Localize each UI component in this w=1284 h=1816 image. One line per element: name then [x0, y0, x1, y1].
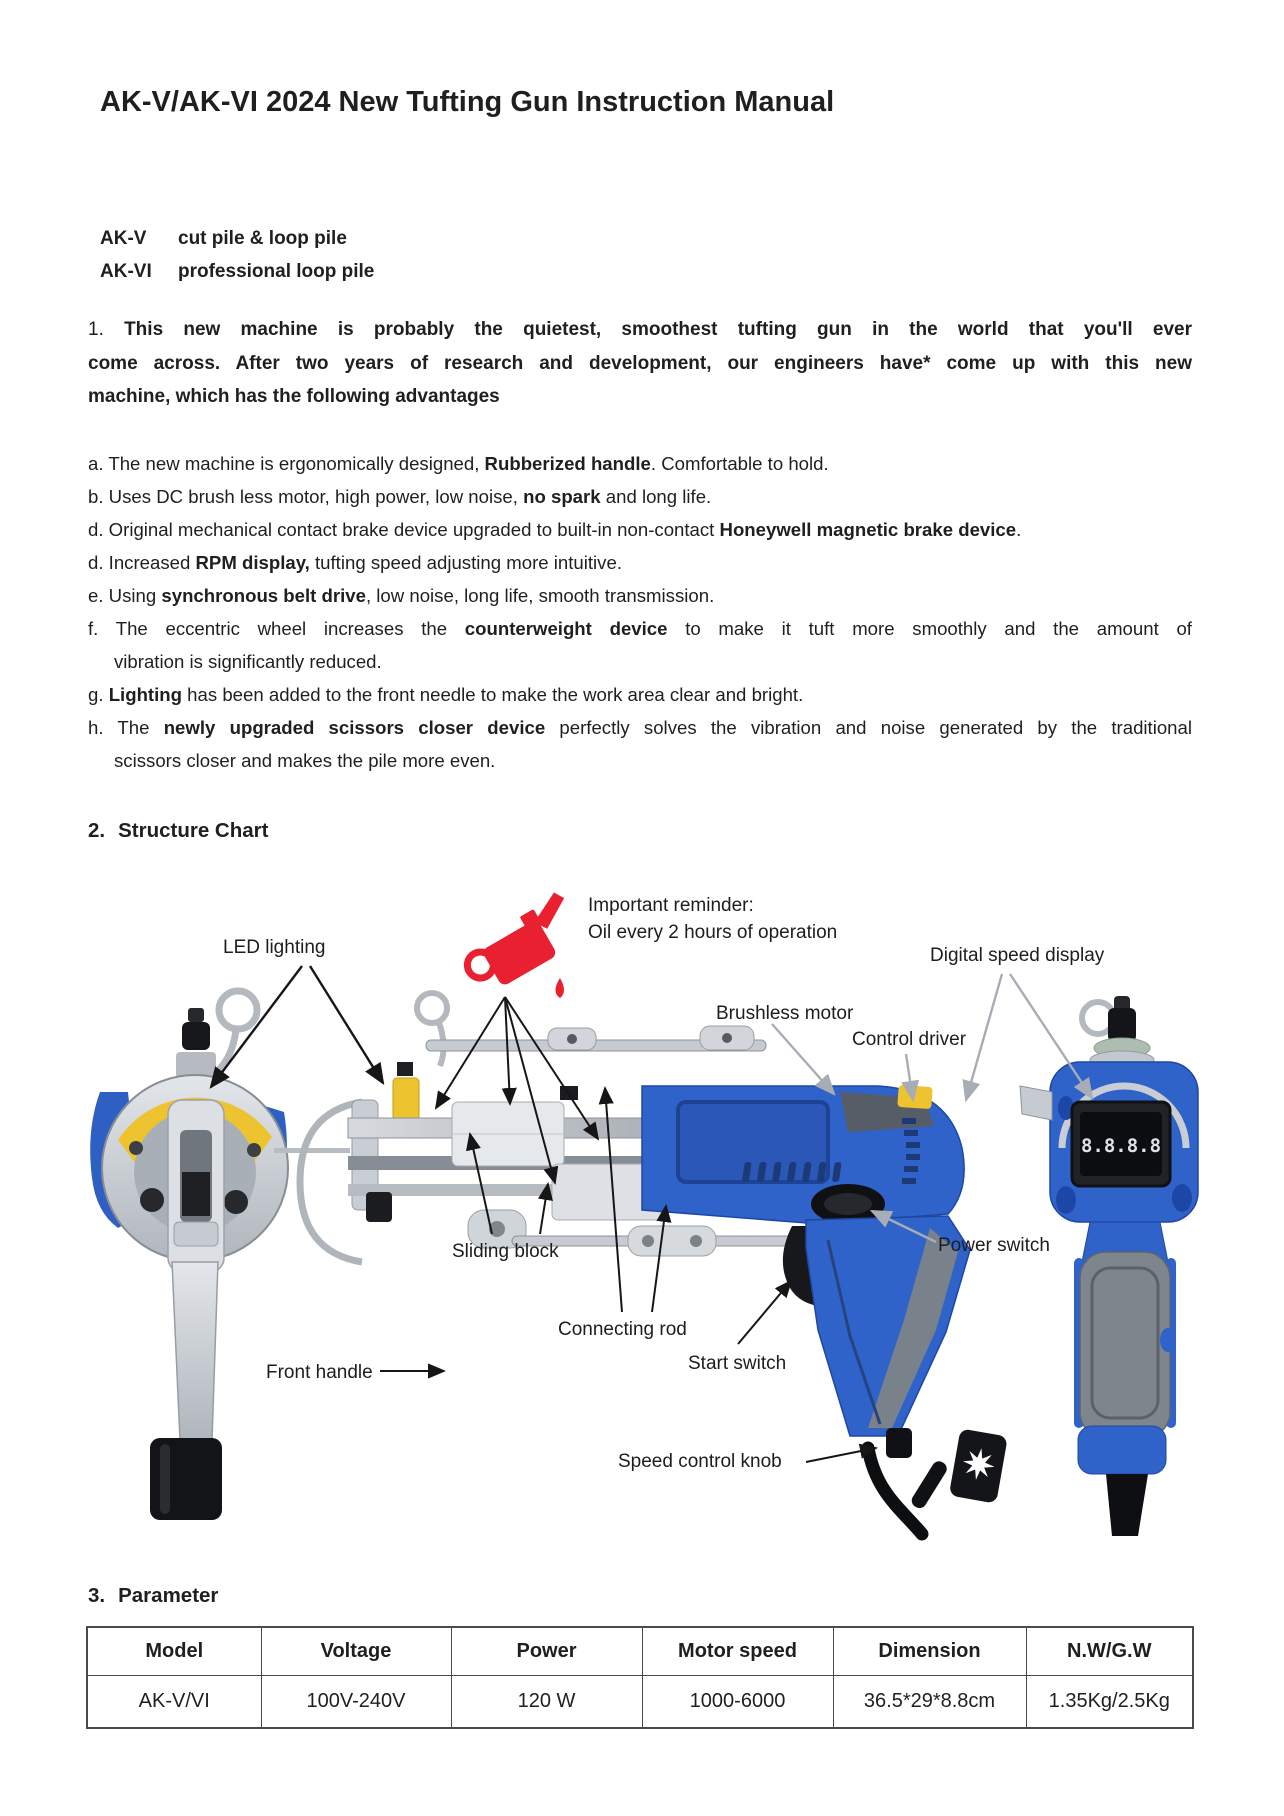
advantage-item — [88, 546, 1192, 579]
advantage-item — [88, 612, 1192, 678]
cable-tag — [908, 1422, 1008, 1523]
front-view-gun-photo — [90, 991, 288, 1520]
text-line: h. The newly upgraded scissors closer device perfectly solves the vibration and noise generated by the traditional — [88, 717, 1192, 738]
label-led-lighting: LED lighting — [223, 937, 326, 958]
col-voltage: Voltage — [261, 1627, 451, 1676]
text-line: d. Increased RPM display, tufting speed adjusting more intuitive. — [88, 552, 622, 573]
section-number: 3. — [88, 1584, 106, 1607]
intro-paragraph — [88, 313, 1192, 414]
text-line: d. Original mechanical contact brake device upgraded to built-in non-contact Honeywell magnetic brake device. — [88, 519, 1022, 540]
table-row — [87, 1676, 1193, 1729]
cell-voltage: 100V-240V — [261, 1676, 451, 1729]
label-brushless-motor: Brushless motor — [716, 1003, 854, 1024]
col-motor-speed: Motor speed — [642, 1627, 833, 1676]
text-line: come across. After two years of research and development, our engineers have* come up with this new — [88, 352, 1192, 374]
label-power-switch: Power switch — [938, 1235, 1050, 1256]
text-line: f. The eccentric wheel increases the counterweight device to make it tuft more smoothly and the amount of — [88, 618, 1192, 639]
text-line: scissors closer and makes the pile more even. — [114, 750, 496, 771]
section-heading-parameter — [88, 1584, 218, 1608]
advantage-item — [88, 711, 1192, 777]
rear-view-gun-photo — [1020, 996, 1198, 1536]
text-line: g. Lighting has been added to the front needle to make the work area clear and bright. — [88, 684, 804, 705]
model-desc: professional loop pile — [178, 261, 375, 282]
label-start-switch: Start switch — [688, 1353, 787, 1374]
section-number: 2. — [88, 819, 106, 842]
speed-display-digits: 8.8.8.8 — [1080, 1135, 1162, 1157]
text-line: vibration is significantly reduced. — [114, 651, 382, 672]
model-row — [100, 255, 374, 288]
model-desc: cut pile & loop pile — [178, 228, 347, 249]
text-line: machine, which has the following advantages — [88, 386, 500, 407]
section-label: Structure Chart — [118, 819, 269, 842]
table-header-row — [87, 1627, 1193, 1676]
model-name: AK-VI — [100, 261, 152, 282]
label-oil-reminder-line1: Important reminder: — [588, 895, 754, 916]
cell-power: 120 W — [451, 1676, 642, 1729]
advantages-list — [88, 447, 1192, 777]
speed-display — [1072, 1102, 1170, 1186]
advantage-item — [88, 447, 1192, 480]
advantage-item — [88, 513, 1192, 546]
text-line: 1. This new machine is probably the quietest, smoothest tufting gun in the world that you'll ever — [88, 319, 1193, 340]
page-title: AK-V/AK-VI 2024 New Tufting Gun Instruction Manual — [100, 86, 835, 118]
advantage-item — [88, 480, 1192, 513]
cell-weight: 1.35Kg/2.5Kg — [1026, 1676, 1193, 1729]
col-power: Power — [451, 1627, 642, 1676]
col-model: Model — [87, 1627, 261, 1676]
cell-dimension: 36.5*29*8.8cm — [833, 1676, 1026, 1729]
section-label: Parameter — [118, 1584, 219, 1607]
label-oil-reminder — [588, 892, 837, 946]
cell-motor-speed: 1000-6000 — [642, 1676, 833, 1729]
label-control-driver: Control driver — [852, 1029, 967, 1050]
model-row — [100, 222, 374, 255]
col-weight: N.W/G.W — [1026, 1627, 1193, 1676]
label-front-handle: Front handle — [266, 1362, 373, 1383]
model-name: AK-V — [100, 228, 147, 249]
col-dimension: Dimension — [833, 1627, 1026, 1676]
text-line: e. Using synchronous belt drive, low noise, long life, smooth transmission. — [88, 585, 715, 606]
label-digital-speed-display: Digital speed display — [930, 945, 1105, 966]
cell-model: AK-V/VI — [87, 1676, 261, 1729]
model-list — [100, 222, 374, 288]
oil-can-icon — [456, 889, 587, 998]
label-sliding-block: Sliding block — [452, 1241, 559, 1262]
label-oil-reminder-line2: Oil every 2 hours of operation — [588, 922, 838, 943]
advantage-item — [88, 678, 1192, 711]
parameter-table — [86, 1626, 1194, 1729]
text-line: a. The new machine is ergonomically designed, Rubberized handle. Comfortable to hold. — [88, 453, 829, 474]
text-line: b. Uses DC brush less motor, high power, low noise, no spark and long life. — [88, 486, 712, 507]
label-connecting-rod: Connecting rod — [558, 1319, 687, 1340]
label-speed-control-knob: Speed control knob — [618, 1451, 782, 1472]
advantage-item — [88, 579, 1192, 612]
section-heading-structure — [88, 819, 268, 843]
